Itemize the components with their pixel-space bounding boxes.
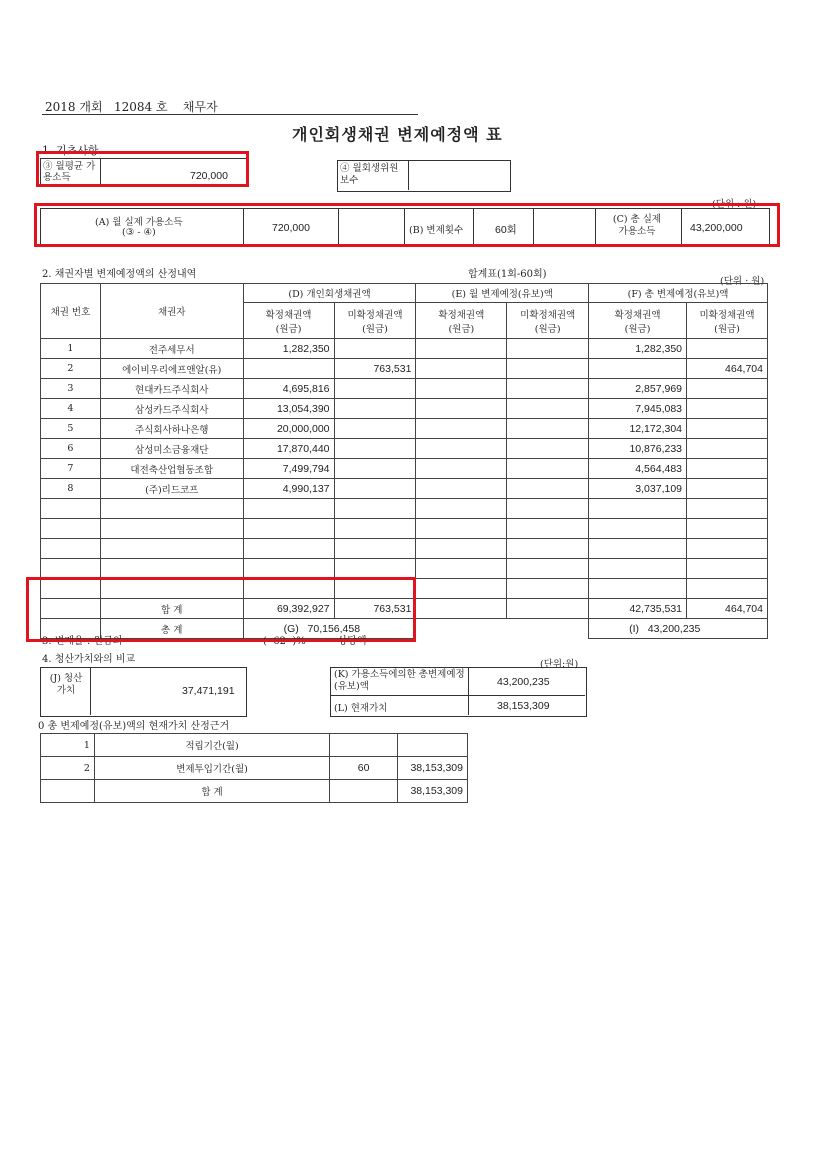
cell-no <box>41 499 101 519</box>
cell-name <box>100 539 243 559</box>
sub-header: 미확정채권액 (원금) <box>507 303 589 339</box>
cell-e1 <box>416 339 507 359</box>
cell-f1: 7,945,083 <box>589 399 687 419</box>
pv-cell-value: 38,153,309 <box>398 757 468 780</box>
cell-f1: 1,282,350 <box>589 339 687 359</box>
cell-f1 <box>589 559 687 579</box>
table-row <box>41 439 768 459</box>
cell-e2 <box>507 419 589 439</box>
cell-no: 7 <box>41 459 101 479</box>
cell-f1: 4,564,483 <box>589 459 687 479</box>
cell-f1: 12,172,304 <box>589 419 687 439</box>
col-e-header: (E) 월 변제예정(유보)액 <box>416 284 589 303</box>
col-no-header: 채권 번호 <box>41 284 101 339</box>
table-row <box>41 734 468 757</box>
cell-d1: 17,870,440 <box>243 439 334 459</box>
unit-label-4: (단위:원) <box>540 659 579 670</box>
case-number-line <box>45 98 218 115</box>
cell-e1 <box>416 439 507 459</box>
section5-heading: 0 총 변제예정(유보)액의 현재가치 산정근거 <box>38 721 230 732</box>
cell-name <box>100 499 243 519</box>
section2-heading: 2. 채권자별 변제예정액의 산정내역 <box>42 269 197 280</box>
table-row <box>41 757 468 780</box>
case-type: 개회 <box>79 100 103 114</box>
table-row <box>41 459 768 479</box>
pv-cell-label: 적립기간(월) <box>94 734 329 757</box>
pv-sum-label: 합 계 <box>94 780 329 803</box>
cell-d2: 763,531 <box>334 359 416 379</box>
cell-e1 <box>416 399 507 419</box>
cell-no: 4 <box>41 399 101 419</box>
highlight-available-income <box>34 203 780 247</box>
l-value: 38,153,309 <box>497 700 550 712</box>
b-value: 60회 <box>495 224 517 236</box>
cell-no: 1 <box>41 339 101 359</box>
sum-e1 <box>416 599 507 619</box>
cell-e1 <box>416 479 507 499</box>
sub-header: 확정채권액 (원금) <box>243 303 334 339</box>
cell-name: 삼성카드주식회사 <box>100 399 243 419</box>
cell-d1: 4,990,137 <box>243 479 334 499</box>
trustee-fee-label: ④ 월회생위원 보수 <box>340 163 399 186</box>
cell-f2 <box>687 559 768 579</box>
cell-f2 <box>687 379 768 399</box>
cell-name: 현대카드주식회사 <box>100 379 243 399</box>
cell-d1 <box>243 539 334 559</box>
cell-no: 2 <box>41 359 101 379</box>
cell-d2 <box>334 339 416 359</box>
cell-e2 <box>507 459 589 479</box>
cell-e2 <box>507 399 589 419</box>
pv-cell-months <box>330 734 398 757</box>
cell-f1 <box>589 539 687 559</box>
cell-no: 8 <box>41 479 101 499</box>
present-value-table <box>40 733 468 803</box>
sub-header: 확정채권액 (원금) <box>589 303 687 339</box>
cell-name: 전주세무서 <box>100 339 243 359</box>
unit-label-2: (단위 : 원) <box>720 276 765 287</box>
a-formula: (③ - ④) <box>122 227 156 238</box>
sub-header: 미확정채권액 (원금) <box>334 303 416 339</box>
cell-d2 <box>334 499 416 519</box>
col-f-header: (F) 총 변제예정(유보)액 <box>589 284 768 303</box>
table-row <box>41 559 768 579</box>
cell-d1 <box>243 519 334 539</box>
cell-name <box>100 519 243 539</box>
cell-name: 삼성미소금융재단 <box>100 439 243 459</box>
sub-header: 미확정채권액 (원금) <box>687 303 768 339</box>
pv-cell-months: 60 <box>330 757 398 780</box>
cell-no <box>41 559 101 579</box>
table-row <box>41 419 768 439</box>
a-value: 720,000 <box>272 222 310 234</box>
cell-f2 <box>687 339 768 359</box>
cell-d1 <box>243 359 334 379</box>
cell-e2 <box>507 439 589 459</box>
sum-d1: 69,392,927 <box>243 599 334 619</box>
cell-name: 주식회사하나은행 <box>100 419 243 439</box>
table-row <box>41 339 768 359</box>
header-rule <box>42 114 418 115</box>
table-row <box>41 399 768 419</box>
case-year: 2018 <box>45 100 76 114</box>
pv-cell-no: 1 <box>41 734 95 757</box>
sum-f1: 42,735,531 <box>589 599 687 619</box>
cell-name <box>100 559 243 579</box>
total-label: 총 계 <box>100 619 243 639</box>
cell-f1 <box>589 579 687 599</box>
cell-e1 <box>416 539 507 559</box>
l-label: (L) 현재가치 <box>334 703 388 714</box>
cell-e1 <box>416 579 507 599</box>
table-row <box>41 539 768 559</box>
cell-no: 6 <box>41 439 101 459</box>
cell-f1: 3,037,109 <box>589 479 687 499</box>
table-row <box>41 379 768 399</box>
cell-f2 <box>687 439 768 459</box>
repayment-rate: ( 62 )% 상당액 <box>263 636 367 647</box>
cell-f2 <box>687 579 768 599</box>
cell-e1 <box>416 559 507 579</box>
table-row <box>41 359 768 379</box>
cell-f2 <box>687 419 768 439</box>
cell-d2 <box>334 379 416 399</box>
a-label: (A) 월 실제 가용소득 <box>95 217 183 228</box>
cell-f2 <box>687 479 768 499</box>
cell-e2 <box>507 379 589 399</box>
cell-name: 대전축산업협동조합 <box>100 459 243 479</box>
case-no: 12084 <box>114 100 153 114</box>
pv-cell-label: 변제투입기간(월) <box>94 757 329 780</box>
cell-f2 <box>687 399 768 419</box>
cell-f1 <box>589 499 687 519</box>
j-label: (J) 청산 가치 <box>49 673 83 696</box>
cell-d2 <box>334 539 416 559</box>
cell-d2 <box>334 519 416 539</box>
cell-e1 <box>416 459 507 479</box>
sum-e2 <box>507 599 589 619</box>
cell-d1 <box>243 559 334 579</box>
cell-no <box>41 519 101 539</box>
cell-d1: 13,054,390 <box>243 399 334 419</box>
cell-no <box>41 539 101 559</box>
cell-f1: 2,857,969 <box>589 379 687 399</box>
cell-d2 <box>334 559 416 579</box>
case-suffix: 호 <box>156 100 168 114</box>
k-label: (K) 가용소득에의한 총변제예정(유보)액 <box>334 669 465 692</box>
cell-d1: 20,000,000 <box>243 419 334 439</box>
c-value: 43,200,000 <box>690 222 743 234</box>
cell-f2: 464,704 <box>687 359 768 379</box>
sum-label: 합 계 <box>100 599 243 619</box>
b-label: (B) 변제횟수 <box>409 225 464 236</box>
highlight-sum-total <box>26 577 416 642</box>
table-row <box>41 519 768 539</box>
pv-cell-no: 2 <box>41 757 95 780</box>
total-g: (G) 70,156,458 <box>243 619 416 639</box>
party-label: 채무자 <box>182 100 218 114</box>
cell-d1: 1,282,350 <box>243 339 334 359</box>
cell-d2 <box>334 439 416 459</box>
section4-heading: 4. 청산가치와의 비교 <box>42 654 136 665</box>
unit-label-1: (단위 : 원) <box>712 199 757 210</box>
pv-sum-value: 38,153,309 <box>398 780 468 803</box>
range-note: 합계표(1회-60회) <box>468 269 547 280</box>
table-row <box>41 499 768 519</box>
cell-e1 <box>416 499 507 519</box>
cell-e1 <box>416 419 507 439</box>
cell-f2 <box>687 459 768 479</box>
sum-d2: 763,531 <box>334 599 416 619</box>
cell-e2 <box>507 339 589 359</box>
cell-e2 <box>507 539 589 559</box>
table-row <box>41 479 768 499</box>
cell-e1 <box>416 519 507 539</box>
sub-header: 확정채권액 (원금) <box>416 303 507 339</box>
k-value: 43,200,235 <box>497 676 550 688</box>
cell-d2 <box>334 459 416 479</box>
cell-f2 <box>687 539 768 559</box>
c-label: (C) 총 실제 가용소득 <box>612 214 662 237</box>
cell-d2 <box>334 399 416 419</box>
cell-e2 <box>507 359 589 379</box>
pv-cell-value <box>398 734 468 757</box>
highlight-monthly-avg <box>36 151 249 187</box>
col-d-header: (D) 개인회생채권액 <box>243 284 416 303</box>
cell-f1 <box>589 519 687 539</box>
total-i: (I) 43,200,235 <box>589 619 768 639</box>
cell-d1: 7,499,794 <box>243 459 334 479</box>
cell-e2 <box>507 579 589 599</box>
cell-f2 <box>687 499 768 519</box>
cell-e2 <box>507 559 589 579</box>
cell-d1 <box>243 499 334 519</box>
monthly-avg-label: ③ 월평균 가용소득 <box>43 161 96 183</box>
cell-e2 <box>507 519 589 539</box>
cell-e2 <box>507 499 589 519</box>
cell-f2 <box>687 519 768 539</box>
cell-d2 <box>334 419 416 439</box>
page-title: 개인회생채권 변제예정액 표 <box>292 125 503 144</box>
section3-heading: 3. 변제율 : 원금의 <box>42 636 123 647</box>
cell-no: 5 <box>41 419 101 439</box>
cell-f1 <box>589 359 687 379</box>
j-value: 37,471,191 <box>182 685 235 697</box>
cell-e1 <box>416 379 507 399</box>
cell-f1: 10,876,233 <box>589 439 687 459</box>
section1-heading: 1. 기초사항 <box>42 144 99 157</box>
cell-e2 <box>507 479 589 499</box>
monthly-avg-value: 720,000 <box>190 170 228 182</box>
cell-d2 <box>334 479 416 499</box>
col-creditor-header: 채권자 <box>100 284 243 339</box>
cell-d1: 4,695,816 <box>243 379 334 399</box>
sum-f2: 464,704 <box>687 599 768 619</box>
cell-no: 3 <box>41 379 101 399</box>
cell-name: (주)리드코프 <box>100 479 243 499</box>
cell-name: 에이비우리에프앤알(유) <box>100 359 243 379</box>
cell-e1 <box>416 359 507 379</box>
